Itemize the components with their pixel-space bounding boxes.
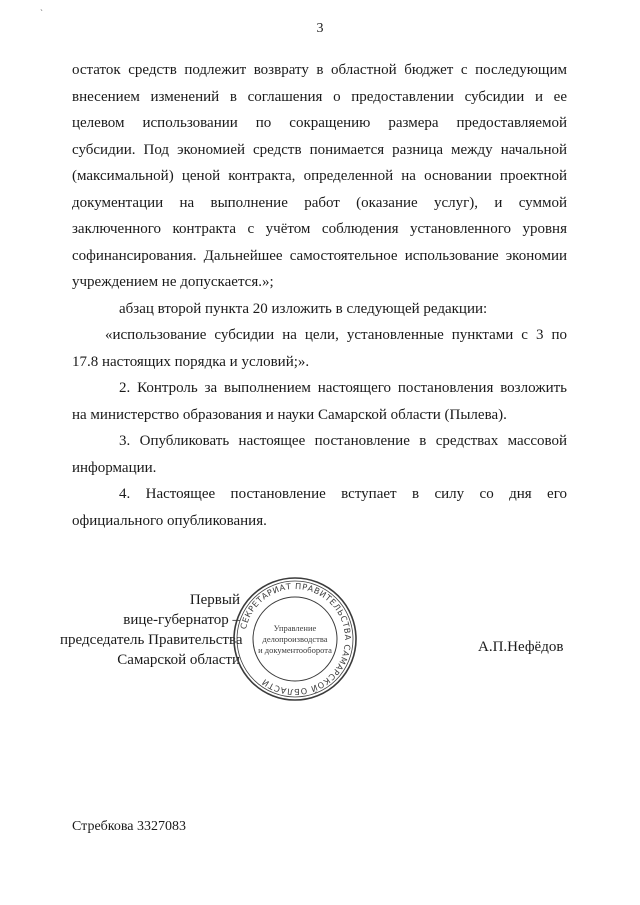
amendment-intro: абзац второй пункта 20 изложить в следующей редакции:: [119, 300, 488, 317]
body-line: субсидии. Под экономией средств понимается разница между начальной: [72, 141, 567, 158]
svg-text:СЕКРЕТАРИАТ ПРАВИТЕЛЬСТВА САМА: СЕКРЕТАРИАТ ПРАВИТЕЛЬСТВА САМАРСКОЙ ОБЛАСТИ: [238, 580, 354, 698]
signatory-title-line: Первый: [189, 592, 240, 608]
clause-2-line: на министерство образования и науки Самарской области (Пылева).: [72, 406, 507, 423]
signatory-title-line: вице-губернатор –: [123, 612, 240, 628]
clause-3-line: 3. Опубликовать настоящее постановление в средствах массовой: [119, 433, 567, 449]
body-line: учреждением не допускается.»;: [72, 274, 274, 290]
svg-text:делопроизводства: делопроизводства: [262, 634, 328, 644]
page-number: 3: [316, 21, 324, 36]
body-line: остаток средств подлежит возврату в областной бюджет с последующим: [72, 62, 567, 78]
clause-4-line: 4. Настоящее постановление вступает в силу со дня его: [119, 486, 567, 502]
executor-contact: Стребкова 3327083: [72, 819, 187, 834]
document-body: [72, 57, 567, 534]
signatory-title: [60, 590, 243, 670]
signatory-title-line: Самарской области: [117, 652, 240, 668]
stamp-seal-icon: [232, 576, 358, 702]
signatory-name: А.П.Нефёдов: [478, 639, 564, 655]
clause-4-line: официального опубликования.: [72, 512, 267, 529]
body-line: целевом использовании по сокращению размера предоставляемой: [72, 115, 567, 131]
signatory-title-line: председатель Правительства: [60, 632, 243, 648]
body-line: софинансирования. Дальнейшее самостоятельное использование экономии: [72, 247, 567, 264]
body-line: документации на выполнение работ (оказание услуг), и суммой: [72, 194, 567, 211]
official-stamp: [232, 576, 358, 702]
svg-text:Управление: Управление: [273, 623, 317, 633]
amendment-text-line: «использование субсидии на цели, установленные пунктами с 3 по: [105, 327, 567, 343]
corner-mark: `: [40, 8, 43, 18]
clause-3-line: информации.: [72, 459, 157, 476]
amendment-text-line: 17.8 настоящих порядка и условий;».: [72, 353, 310, 370]
clause-2-line: 2. Контроль за выполнением настоящего постановления возложить: [119, 380, 567, 396]
svg-text:и документооборота: и документооборота: [258, 645, 332, 655]
body-line: внесением изменений в соглашения о предоставлении субсидии и ее: [72, 88, 567, 105]
body-line: (максимальной) ценой контракта, определенной на основании проектной: [72, 168, 567, 184]
body-line: заключенного контракта с учётом соблюдения установленного уровня: [72, 221, 567, 237]
